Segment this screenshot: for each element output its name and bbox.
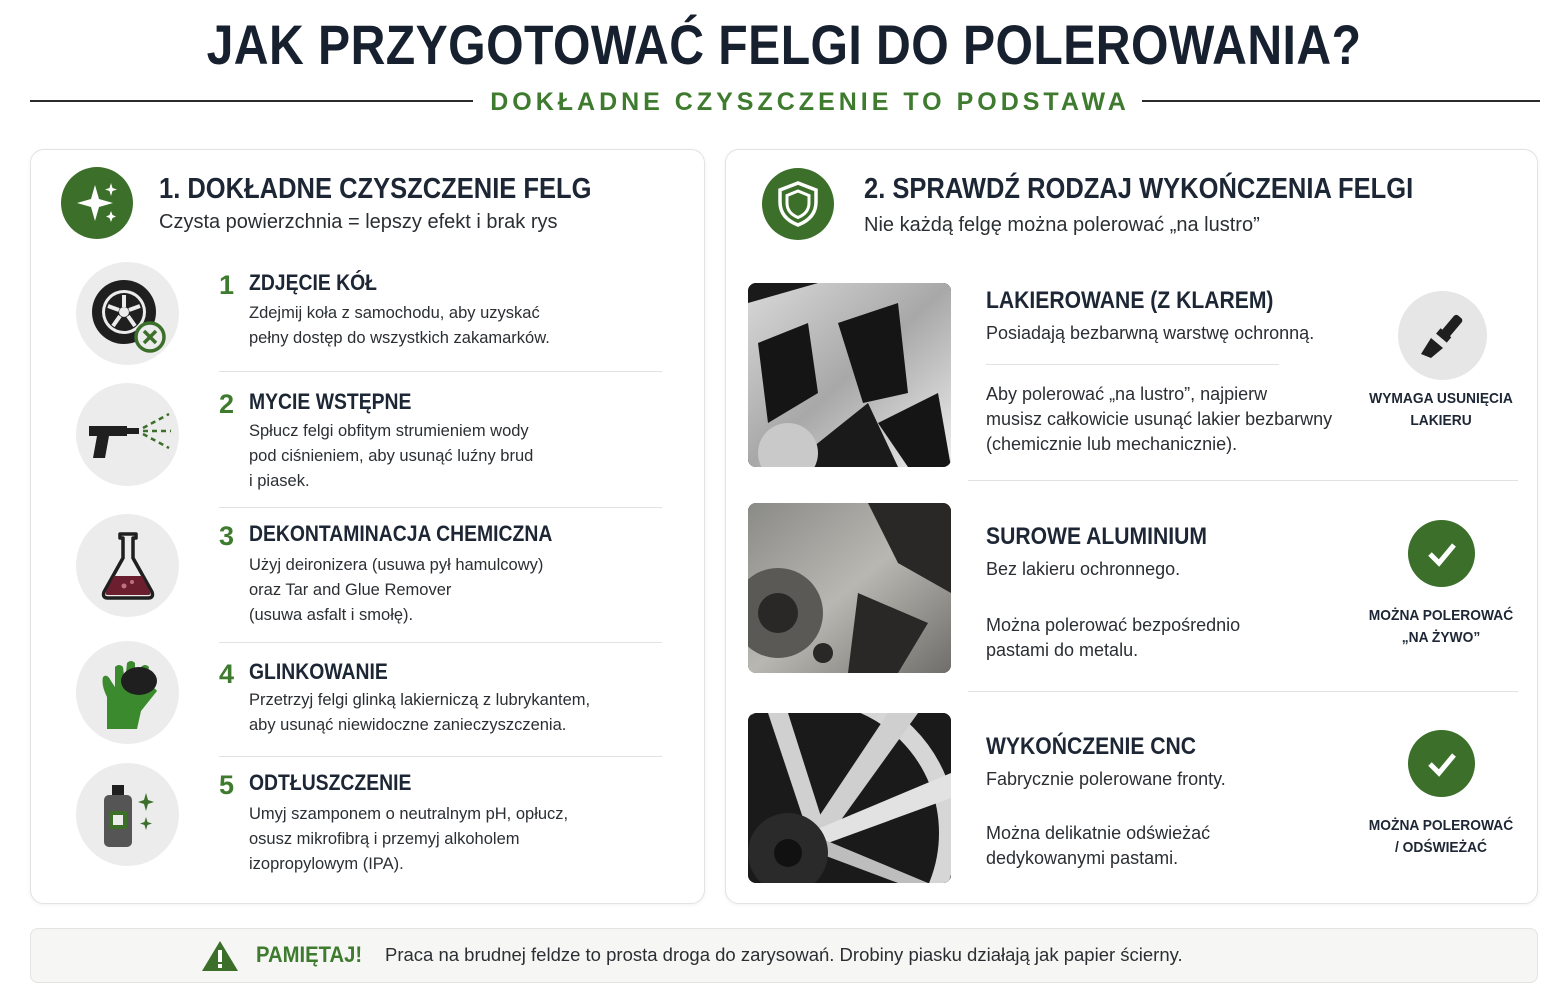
reminder-label: PAMIĘTAJ! bbox=[256, 942, 363, 967]
step-title: MYCIE WSTĘPNE bbox=[249, 389, 412, 414]
spray-bottle-icon bbox=[76, 763, 179, 866]
finish-type-subtitle: Fabrycznie polerowane fronty. bbox=[986, 769, 1226, 789]
flask-icon bbox=[76, 514, 179, 617]
finish-title: 2. SPRAWDŹ RODZAJ WYKOŃCZENIA FELGI bbox=[864, 173, 1414, 205]
finish-divider bbox=[968, 480, 1518, 481]
finish-type-description: Można delikatnie odświeżać dedykowanymi pastami. bbox=[986, 823, 1211, 868]
step-title: DEKONTAMINACJA CHEMICZNA bbox=[249, 521, 553, 546]
raw-aluminium-wheel-image bbox=[748, 503, 951, 673]
badge-label: MOŻNA POLEROWAĆ „NA ŻYWO” bbox=[1368, 607, 1514, 646]
finish-type-description: Można polerować bezpośrednio pastami do metalu. bbox=[986, 615, 1241, 660]
inner-divider bbox=[986, 364, 1279, 365]
finish-type-subtitle: Posiadają bezbarwną warstwę ochronną. bbox=[986, 323, 1315, 343]
step-description: Przetrzyj felgi glinką lakierniczą z lubrykantem, aby usunąć niewidoczne zanieczyszczenia. bbox=[249, 691, 591, 734]
page-subtitle: DOKŁADNE CZYSZCZENIE TO PODSTAWA bbox=[490, 88, 1130, 116]
finish-subtitle: Nie każdą felgę można polerować „na lustro” bbox=[864, 214, 1260, 236]
wheel-remove-icon bbox=[76, 262, 179, 365]
badge-label: MOŻNA POLEROWAĆ / ODŚWIEŻAĆ bbox=[1368, 817, 1514, 856]
step-number: 3 bbox=[219, 521, 235, 551]
step-number: 2 bbox=[219, 389, 235, 419]
step-title: ODTŁUSZCZENIE bbox=[249, 770, 412, 795]
cleaning-title: 1. DOKŁADNE CZYSZCZENIE FELG bbox=[159, 173, 592, 205]
step-divider bbox=[219, 756, 662, 757]
step-divider bbox=[219, 642, 662, 643]
subtitle-row bbox=[30, 86, 1540, 116]
warning-icon bbox=[201, 939, 239, 978]
badge-label: WYMAGA USUNIĘCIA LAKIERU bbox=[1369, 390, 1513, 429]
finish-divider bbox=[968, 691, 1518, 692]
reminder-text: Praca na brudnej feldze to prosta droga do zarysowań. Drobiny piasku działają jak papier ścierny. bbox=[385, 944, 1183, 965]
cleaning-card bbox=[30, 149, 705, 904]
check-icon bbox=[1408, 520, 1475, 587]
finish-type-title: LAKIEROWANE (Z KLAREM) bbox=[986, 287, 1274, 314]
check-icon bbox=[1408, 730, 1475, 797]
cleaning-subtitle: Czysta powierzchnia = lepszy efekt i brak rys bbox=[159, 211, 558, 233]
sparkle-icon bbox=[61, 167, 133, 239]
step-title: ZDJĘCIE KÓŁ bbox=[249, 270, 378, 295]
finish-card bbox=[725, 149, 1538, 904]
divider-line bbox=[1142, 100, 1540, 102]
finish-type-description: Aby polerować „na lustro”, najpierw musisz całkowicie usunąć lakier bezbarwny (chemicznie lub mechanicznie). bbox=[986, 384, 1333, 454]
step-description: Umyj szamponem o neutralnym pH, opłucz, osusz mikrofibrą i przemyj alkoholem izopropylowym (IPA). bbox=[249, 805, 569, 873]
step-number: 5 bbox=[219, 770, 235, 800]
divider-line bbox=[30, 100, 473, 102]
finish-type-title: SUROWE ALUMINIUM bbox=[986, 523, 1207, 550]
step-number: 1 bbox=[219, 270, 235, 300]
brush-icon bbox=[1398, 291, 1487, 380]
step-title: GLINKOWANIE bbox=[249, 659, 388, 684]
clearcoat-wheel-image bbox=[748, 283, 951, 467]
cnc-wheel-image bbox=[748, 713, 951, 883]
clay-glove-icon bbox=[76, 641, 179, 744]
finish-type-title: WYKOŃCZENIE CNC bbox=[986, 733, 1197, 760]
shield-icon bbox=[762, 168, 834, 240]
pressure-washer-icon bbox=[76, 383, 179, 486]
step-description: Spłucz felgi obfitym strumieniem wody pod ciśnieniem, aby usunąć luźny brud i piasek. bbox=[249, 422, 534, 490]
step-description: Zdejmij koła z samochodu, aby uzyskać pełny dostęp do wszystkich zakamarków. bbox=[249, 304, 550, 347]
reminder-bar bbox=[30, 928, 1538, 983]
step-divider bbox=[219, 371, 662, 372]
step-number: 4 bbox=[219, 659, 235, 689]
page-title: JAK PRZYGOTOWAĆ FELGI DO POLEROWANIA? bbox=[206, 13, 1362, 76]
finish-type-subtitle: Bez lakieru ochronnego. bbox=[986, 559, 1181, 579]
step-description: Użyj deironizera (usuwa pył hamulcowy) oraz Tar and Glue Remover (usuwa asfalt i smołę). bbox=[249, 556, 544, 624]
step-divider bbox=[219, 507, 662, 508]
